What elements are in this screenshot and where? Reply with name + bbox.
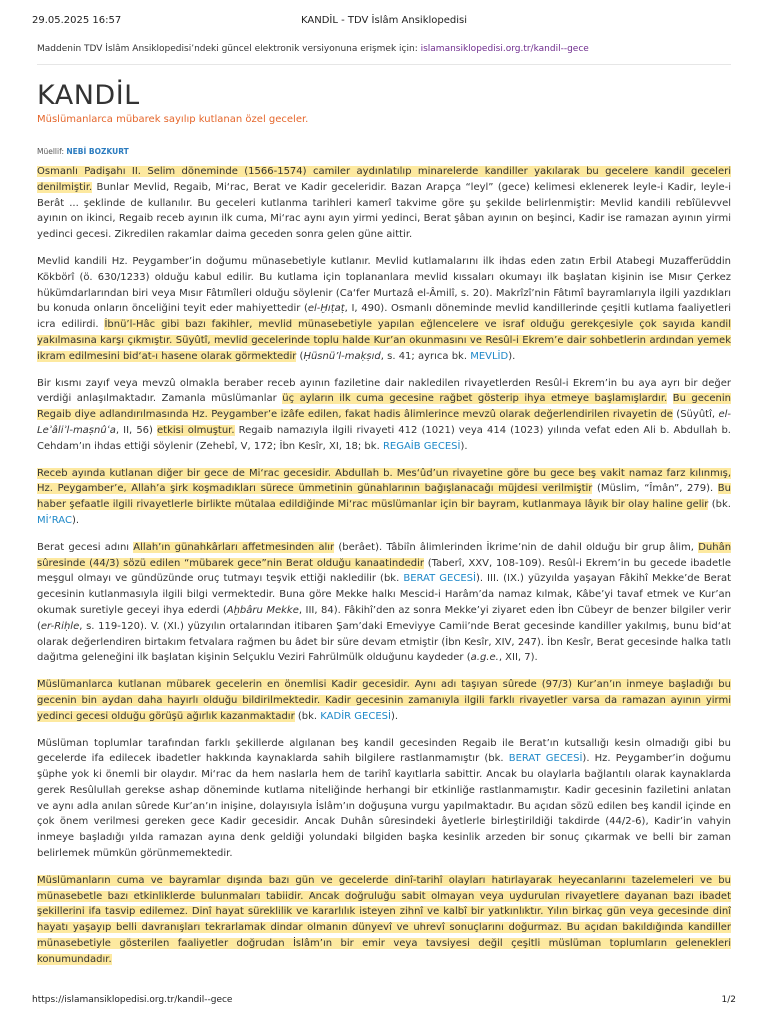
text-segment: ). — [508, 350, 516, 362]
text-segment: , I, 490). Osmanlı döneminde mevlid kandillerinde çeşitli kutlama faaliyetleri icra edilirdi. — [37, 303, 731, 331]
divider — [37, 64, 731, 65]
text-segment: ). Hz. Peygamber’in doğumu şüphe yok ki önemli bir olaydır. Mi‘rac da hem naslarla hem de tarihî kayıtlarla sabittir. Ancak bu olaylarla bağlantılı olarak kaynaklarda gerek Resûlullah gerekse ashap döneminde kutlama niteliğinde herhangi bir etkinliğe rastlanmamıştır. Kadir gecesinin faziletini anlatan ve aynı adla anılan sûrede Kur’an’ın inişine, dolayısıyla İslâm’ın doğuşuna vurgu yapılmaktadır. Bu açıdan sözü edilen beş kandil içinde en çok önem verilmesi gereken gece Kadir gecesidir. Ancak Duhân sûresindeki âyetlerle birleştirildiği takdirde (44/2-6), Kadir’in vahyin inmeye başladığı yılda ramazan ayına denk geldiği yolundaki bilgiden başka kesinlik arzeden bir sonuç çıkarmak ve belli bir zaman belirlemek mümkün görünmemektedir. — [37, 753, 731, 860]
print-page-title: KANDİL - TDV İslâm Ansiklopedisi — [301, 15, 467, 26]
text-segment: , XII, 7). — [498, 652, 538, 664]
text-segment: (bk. — [294, 710, 321, 722]
text-segment: , II, 56) — [115, 424, 158, 436]
cross-reference-link[interactable]: BERAT GECESİ — [403, 573, 476, 585]
version-notice — [37, 44, 731, 54]
text-segment: ). III. (IX.) yüzyılda yaşayan Fâkihî Mekke’de Berat gecesinin kutlanmasıyla ilgili bilgi vermektedir. Buna göre Mekke halkı Mescid-i Harâm’da namaz kılmak, Kâbe’yi tavaf etmek ve Kur’an okumak suretiyle geceyi ihya ederdi ( — [37, 573, 731, 616]
print-header — [32, 15, 736, 29]
highlighted-text: Müslümanların cuma ve bayramlar dışında bazı gün ve gecelerde dinî-tarihî olayları hatırlayarak heyecanlarını tazelemeleri ve bu münasebetle bazı etkinliklerde bulunmaları tabiidir. Ancak doğruluğu sabit olmayan veya uydurulan rivayetlere dayanan bazı ibadet şekillerini ifa tasvip edilemez. Dinî hayat süreklilik ve kararlılık isteyen zihnî ve kalbî bir yatkınlıktır. Yılın birkaç gün veya gecesinde dinî hayatı yaşayıp belli davranışları tekrarlamak dindar olmanın dünyevî ve uhrevî sonuçlarını doğurmaz. Bu açıdan bakıldığında kandiller münasebetiyle gösterilen faaliyetler doğrudan İslâm’ın bir emir veya tavsiyesi değil çeşitli müslüman toplumların gelenekleri konumundadır. — [37, 874, 731, 965]
highlighted-text: İbnü’l-Hâc gibi bazı fakihler, mevlid münasebetiyle yapılan eğlencelere ve israf olduğu gerekçesiyle çok sayıda kandil yakılmasına karşı çıkmıştır. Süyûtî, mevlid gecelerinde toplu halde Kur’an okunmasını ve Resûl-i Ekrem’e dair sohbetlerin ardından yemek ikram edilmesini bid‘at-ı hasene olarak görmektedir — [37, 319, 731, 362]
paragraph — [37, 677, 731, 724]
text-segment: Bir kısmı zayıf veya mevzû olmakla beraber receb ayının faziletine dair nakledilen rivayetlerden Resûl-i Ekrem’in bu aya ayrı bir değer verdiği anlaşılmaktadır. Zamanla müslümanlar — [37, 377, 731, 405]
cross-reference-link[interactable]: Mİ‘RAC — [37, 514, 72, 526]
text-segment: Bunlar Mevlid, Regaib, Mi‘rac, Berat ve Kadir geceleridir. Bazan Arapça “leyl” (gece) kelimesi eklenerek leyle-i Kadir, leyle-i Berât ... şeklinde de kullanılır. Bu geceleri kutlanma tarihleri kamerî takvime göre şu şekilde belirlenmiştir: Mevlid kandili rebîülevvel ayının on ikinci, Regaib receb ayının ilk cuma, Mi‘rac aynı ayın yirmi yedinci, Berat şâban ayının on beşinci, Kadir ise ramazan ayının yirmi yedinci gecesi. Zikredilen rakamlar daima geceden sonra gelen güne aittir. — [37, 181, 731, 241]
highlighted-text: Bu haber şefaatle ilgili rivayetlerle birlikte mütalaa edildiğinde Mi‘rac müslümanlar için bir bayram, kutlanmaya lâyık bir olay haline gelir — [37, 483, 731, 511]
print-datetime: 29.05.2025 16:57 — [32, 15, 122, 26]
citation-title: el-Leʾâliʾl-maṣnûʿa — [37, 409, 731, 436]
paragraph — [37, 736, 731, 862]
cross-reference-link[interactable]: KADİR GECESİ — [320, 710, 391, 722]
print-url: https://islamansiklopedisi.org.tr/kandil--gece — [32, 995, 233, 1005]
text-segment: , III, 84). Fâkihî’den az sonra Mekke’yi ziyaret eden İbn Cübeyr de benzer bilgiler verir ( — [37, 604, 731, 632]
highlighted-text: Müslümanlarca kutlanan mübarek gecelerin en önemlisi Kadir gecesidir. Aynı adı taşıyan sûrede (97/3) Kur’an’ın inmeye başladığı bu gecenin bin aydan daha hayırlı olduğu bildirilmektedir. Kadir gecesinin zamanıyla ilgili farklı rivayetler varsa da ramazan ayının yirmi yedinci gecesi olduğu görüşü ağırlık kazanmaktadır — [37, 679, 731, 722]
author-label: Müellif: — [37, 147, 64, 156]
article-body — [37, 164, 731, 979]
text-segment — [667, 393, 673, 404]
text-segment: Berat gecesi adını — [37, 541, 134, 553]
text-segment: ( — [296, 350, 304, 362]
text-segment: (Süyûtî, — [672, 409, 719, 421]
text-segment: Regaib namazıyla ilgili rivayeti 412 (1021) veya 414 (1023) yılında vefat eden Ali b. Abdullah b. Cehdam’ın ihdas ettiği söylenir (Zehebî, V, 172; İbn Kesîr, XI, 18; bk. — [37, 424, 731, 452]
citation-title: el-Ḫıṭaṭ — [307, 303, 345, 315]
citation-title: Ḥüsnü’l-maḳṣıd — [303, 350, 381, 362]
text-segment: ). — [390, 710, 399, 722]
text-segment: (Müslim, “Îmân”, 279). — [592, 483, 718, 495]
citation-title: a.g.e. — [470, 652, 499, 664]
article-subtitle: Müslümanlarca mübarek sayılıp kutlanan özel geceler. — [37, 114, 309, 125]
highlighted-text: Receb ayında kutlanan diğer bir gece de Mi‘rac gecesidir. Abdullah b. Mes‘ûd’un rivayetine göre bu gece beş vakit namaz farz kılınmış, Hz. Peygamber’e, Allah’a şirk koşmadıkları sürece ümmetinin günahlarının bağışlanacağı müjdesi verilmiştir — [37, 467, 731, 495]
highlighted-text: Osmanlı Padişahı II. Selim döneminde (1566-1574) camiler aydınlatılıp minarelerde kandiller yakılarak bu gecelere kandil geceleri denilmiştir. — [37, 166, 731, 193]
paragraph — [37, 873, 731, 968]
text-segment: , s. 119-120). V. (XI.) yüzyılın ortalarından itibaren Şam’daki Emeviyye Camii’nde Berat gecesinde kandiller yakılmış, bunu bid‘at olarak değerlendiren birtakım fetvalara rağmen bu âdet bir süre devam etmiştir (İbn Kesîr, XIV, 247). İbn Kesîr, Berat gecesinde halka tatlı dağıtma geleneğini ilk başlatan kişinin Selçuklu Veziri Fahrülmülk olduğunu kaydeder ( — [37, 620, 731, 664]
notice-link[interactable]: islamansiklopedisi.org.tr/kandil--gece — [420, 44, 589, 54]
text-segment: (berâet). Tâbiîn âlimlerinden İkrime’nin de dahil olduğu bir grup âlim, — [334, 541, 699, 553]
highlighted-text: Allah’ın günahkârları affetmesinden alır — [133, 541, 335, 553]
author-name[interactable]: NEBİ BOZKURT — [66, 147, 129, 156]
text-segment: (bk. — [708, 499, 731, 511]
page-number: 1/2 — [721, 995, 736, 1005]
article-title: KANDİL — [37, 80, 140, 111]
highlighted-text: Bu gecenin Regaib diye adlandırılmasında Hz. Peygamber’e izâfe edilen, fakat hadis âlimlerince mevzû olarak değerlendirilen rivayetin de — [37, 393, 732, 421]
paragraph — [37, 466, 731, 529]
cross-reference-link[interactable]: REGAİB GECESİ — [382, 440, 461, 452]
highlighted-text: Duhân sûresinde (44/3) sözü edilen “mübarek gece”nin Berat olduğu kanaatindedir — [37, 541, 732, 569]
cross-reference-link[interactable]: MEVLİD — [470, 350, 509, 362]
paragraph — [37, 376, 731, 455]
text-segment: Müslüman toplumlar tarafından farklı şekillerde algılanan beş kandil gecesinden Regaib ile Berat’ın kutsallığı kesin olmadığı gibi bu gecelerde ifa edilecek ibadetler hakkında kaynaklarda sahih bilgilere rastlanmamıştır (bk. — [37, 737, 731, 765]
paragraph — [37, 164, 731, 243]
citation-title: Aḫbâru Mekke — [226, 604, 299, 616]
notice-text: Maddenin TDV İslâm Ansiklopedisi’ndeki güncel elektronik versiyonuna erişmek için: — [37, 44, 421, 54]
cross-reference-link[interactable]: BERAT GECESİ — [508, 753, 583, 765]
highlighted-text: üç ayların ilk cuma gecesine rağbet gösterip ihya etmeye başlamışlardır. — [282, 393, 668, 405]
text-segment: ). — [71, 514, 80, 526]
paragraph — [37, 540, 731, 666]
print-footer — [32, 995, 736, 1005]
paragraph — [37, 254, 731, 365]
author-line — [37, 147, 129, 156]
text-segment: Mevlid kandili Hz. Peygamber’in doğumu münasebetiyle kutlanır. Mevlid kutlamalarını ilk ihdas eden zatın Erbil Atabegi Muzafferüddin Kökbörî (ö. 630/1233) olduğu kabul edilir. Bu kutlama için toplananlara mevlid kıssaları okumayı ilk başlatan kişinin ise Mısır Çerkez hükümdarlarından biri veya Mısır Fâtımîleri olduğu söylenir (Ca‘fer Murtazâ el-Âmilî, s. 20). Makrîzî’nin Fâtımî bayramlarıyla ilgili yazdıkları bu konuda onların önceliğini teyit eder mahiyettedir ( — [37, 255, 731, 315]
text-segment: ). — [460, 440, 468, 452]
citation-title: er-Riḥle — [40, 620, 80, 632]
highlighted-text: etkisi olmuştur. — [157, 424, 235, 436]
text-segment: , s. 41; ayrıca bk. — [380, 350, 471, 362]
text-segment: (Taberî, XXV, 108-109). Resûl-i Ekrem’in bu gecede ibadetle meşgul olmayı ve gündüzünde oruç tutmayı teşvik ettiği nakledilir (bk. — [37, 557, 731, 585]
